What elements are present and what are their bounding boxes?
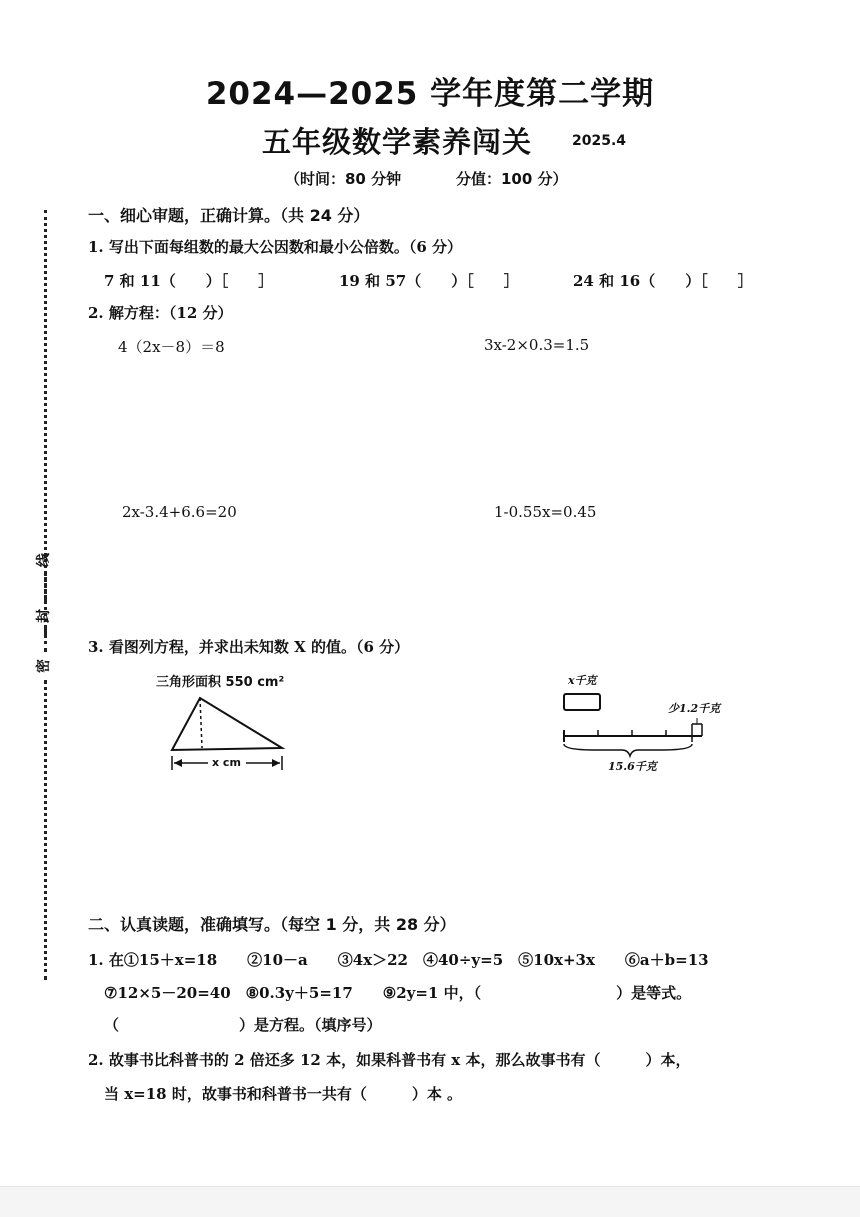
exam-subtitle: 五年级数学素养闯关 <box>262 125 533 159</box>
q2-equation-2: 3x-2×0.3=1.5 <box>484 336 590 354</box>
segment-unit-label: x千克 <box>568 674 597 687</box>
q1-prompt: 1. 写出下面每组数的最大公因数和最小公倍数。（6 分） <box>88 238 463 256</box>
q2-prompt: 2. 解方程：（12 分） <box>88 304 233 322</box>
segment-less-label: 少1.2千克 <box>668 702 721 715</box>
page-bottom-edge <box>0 1186 860 1217</box>
q2-equation-3: 2x-3.4+6.6=20 <box>122 503 237 521</box>
exam-title: 2024—2025 学年度第二学期 <box>205 76 655 112</box>
section2-heading: 二、认真读题，准确填写。（每空 1 分，共 28 分） <box>88 915 456 934</box>
segment-total-label: 15.6千克 <box>608 760 657 773</box>
s2-q2-line2: 当 x=18 时，故事书和科普书一共有（ ）本 。 <box>104 1085 463 1103</box>
triangle-base-label: x cm <box>212 756 241 769</box>
q2-equation-1: 4（2x－8）＝8 <box>118 338 225 356</box>
exam-score: 分值：100 分） <box>456 170 568 188</box>
s2-q1-line1: 1. 在①15＋x=18 ②10－a ③4x＞22 ④40÷y=5 ⑤10x+3x ⑥a＋b=13 <box>88 951 709 969</box>
q1-item-2: 19 和 57（ ）［ ］ <box>339 272 519 290</box>
s2-q1-line3: （ ）是方程。（填序号） <box>104 1016 382 1034</box>
seal-char-feng: 封 <box>36 609 52 623</box>
seal-dotted-line-bottom <box>44 680 47 980</box>
q1-item-3: 24 和 16（ ）［ ］ <box>573 272 753 290</box>
s2-q2-line1: 2. 故事书比科普书的 2 倍还多 12 本，如果科普书有 x 本，那么故事书有（ ）本， <box>88 1051 691 1069</box>
seal-char-xian: 线 <box>36 553 52 567</box>
seal-char-mi: 密 <box>36 659 52 673</box>
seal-dotted-line-mid2 <box>44 628 47 652</box>
exam-date: 2025.4 <box>572 133 627 149</box>
section1-heading: 一、细心审题，正确计算。（共 24 分） <box>88 206 370 225</box>
segment-diagram <box>556 684 726 764</box>
q1-item-1: 7 和 11（ ）［ ］ <box>104 272 274 290</box>
exam-time: （时间：80 分钟 <box>285 170 402 188</box>
seal-dotted-line-mid1 <box>44 572 47 602</box>
q2-equation-4: 1-0.55x=0.45 <box>494 503 597 521</box>
q3-prompt: 3. 看图列方程，并求出未知数 X 的值。（6 分） <box>88 638 410 656</box>
triangle-area-label: 三角形面积 550 cm² <box>156 675 285 690</box>
s2-q1-line2: ⑦12×5－20=40 ⑧0.3y＋5=17 ⑨2y=1 中，（ ）是等式。 <box>104 984 692 1002</box>
